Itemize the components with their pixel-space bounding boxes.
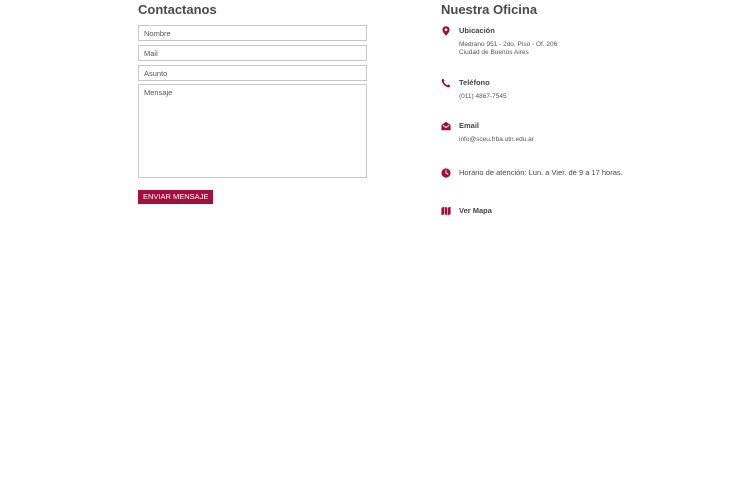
- contact-title: Contactanos: [138, 2, 217, 17]
- email-heading: Email: [459, 121, 480, 130]
- message-textarea[interactable]: [138, 84, 367, 178]
- mail-input[interactable]: [138, 45, 367, 61]
- send-message-button[interactable]: ENVIAR MENSAJE: [138, 190, 213, 204]
- location-heading: Ubicación: [459, 26, 495, 35]
- office-section: [441, 0, 701, 215]
- map-icon: [441, 206, 451, 216]
- phone-heading: Teléfono: [459, 78, 490, 87]
- location-address-line2: Ciudad de Buenos Aires: [459, 49, 529, 56]
- location-address-line1: Medrano 951 - 2do. Piso - Of. 206: [459, 41, 558, 48]
- envelope-open-icon: [441, 121, 451, 131]
- view-map-link[interactable]: Ver Mapa: [459, 206, 492, 215]
- phone-number: (011) 4867-7545: [459, 93, 507, 100]
- contact-section: [138, 0, 367, 201]
- office-title: Nuestra Oficina: [441, 2, 538, 17]
- office-hours-text: Horario de atención: Lun. a Vier. de 9 a 17 horas.: [459, 168, 623, 177]
- phone-icon: [441, 78, 451, 88]
- email-address: info@sceu.frba.utn.edu.ar: [459, 136, 534, 143]
- subject-input[interactable]: [138, 65, 367, 81]
- name-input[interactable]: [138, 25, 367, 41]
- map-marker-icon: [441, 26, 451, 36]
- clock-icon: [441, 168, 451, 178]
